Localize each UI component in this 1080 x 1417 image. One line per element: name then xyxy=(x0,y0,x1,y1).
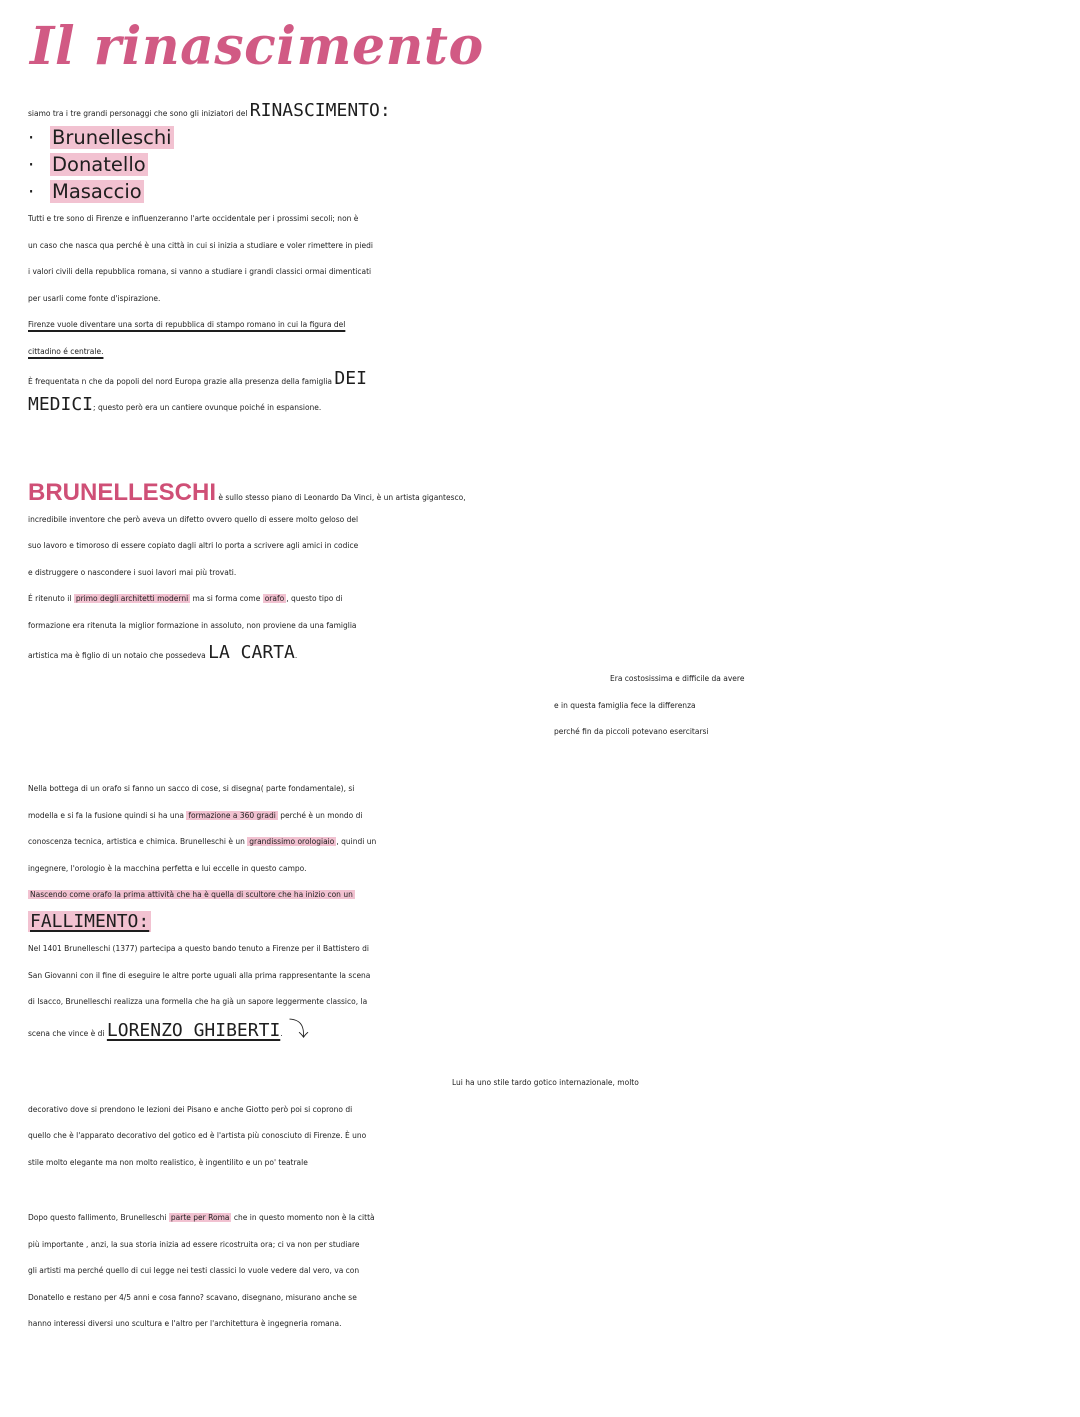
side-note-line: e in questa famiglia fece la differenza xyxy=(554,700,696,710)
family-term: MEDICI xyxy=(28,394,94,416)
text-line: Nel 1401 Brunelleschi (1377) partecipa a questo bando tenuto a Firenze per il Battistero di xyxy=(28,944,369,953)
bullet-icon: · xyxy=(28,152,35,176)
text-line: suo lavoro e timoroso di essere copiato dagli altri lo porta a scrivere agli amici in codice xyxy=(28,541,359,551)
text-line: e distruggere o nascondere i suoi lavori mai più trovati. xyxy=(28,567,237,577)
text-line: Lui ha uno stile tardo gotico internazionale, molto xyxy=(452,1078,639,1087)
text-segment: . xyxy=(294,650,298,660)
text-line: di Isacco, Brunelleschi realizza una formella che ha già un sapore leggermente classico, la xyxy=(28,997,368,1007)
family-term: DEI xyxy=(334,367,367,389)
text-segment: è sullo stesso piano di Leonardo Da Vinci, è un artista gigantesco, xyxy=(216,493,466,502)
bando-paragraph xyxy=(28,936,1058,1042)
list-item xyxy=(28,152,1058,179)
artist-name: Donatello xyxy=(52,152,146,176)
ghiberti-paragraph xyxy=(28,1070,1058,1176)
text-line: formazione era ritenuta la miglior formazione in assoluto, non proviene da una famiglia xyxy=(28,620,357,630)
text-line: Donatello e restano per 4/5 anni e cosa fanno? scavano, disegnano, misurano anche se xyxy=(28,1292,357,1302)
highlight: orafo xyxy=(264,594,285,604)
text-line: un caso che nasca qua perché è una città in cui si inizia a studiare e voler rimettere in piedi xyxy=(28,240,373,250)
side-note-line: perché fin da piccoli potevano esercitarsi xyxy=(554,727,709,737)
highlight: formazione a 360 gradi xyxy=(188,810,276,820)
highlight: primo degli architetti moderni xyxy=(75,594,189,604)
side-note-line: Era costosissima e difficile da avere xyxy=(610,674,745,684)
list-item xyxy=(28,179,1058,206)
page-title: Il rinascimento xyxy=(30,16,484,77)
text-line: incredibile inventore che però aveva un difetto ovvero quello di essere molto geloso del xyxy=(28,514,359,524)
text-segment: artistica ma è figlio di un notaio che possedeva xyxy=(28,650,209,660)
text-segment: È frequentata n che da popoli del nord Europa grazie alla presenza della famiglia xyxy=(28,376,335,386)
text-line: quello che è l'apparato decorativo del gotico ed è l'artista più conosciuto di Firenze. È uno xyxy=(28,1131,367,1141)
artist-name: LORENZO GHIBERTI xyxy=(106,1019,281,1041)
text-segment: , questo tipo di xyxy=(286,594,343,604)
text-line: San Giovanni con il fine di eseguire le altre porte uguali alla prima rappresentante la scena xyxy=(28,970,371,980)
text-segment: ma si forma come xyxy=(190,594,263,604)
text-line: i valori civili della repubblica romana, si vanno a studiare i grandi classici ormai dimenticati xyxy=(28,267,372,277)
artist-name: Brunelleschi xyxy=(52,125,172,149)
artist-name: Masaccio xyxy=(52,179,142,203)
bullet-icon: · xyxy=(28,179,35,203)
text-segment: modella e si fa la fusione quindi si ha una xyxy=(28,810,187,820)
text-line: Tutti e tre sono di Firenze e influenzeranno l'arte occidentale per i prossimi secoli; non è xyxy=(28,214,359,223)
intro-text: siamo tra i tre grandi personaggi che sono gli iniziatori del xyxy=(28,109,250,118)
text-segment: che in questo momento non è la città xyxy=(231,1213,375,1222)
text-segment: perché è un mondo di xyxy=(277,810,363,820)
text-line: gli artisti ma perché quello di cui legge nei testi classici lo vuole vedere dal vero, va con xyxy=(28,1266,360,1276)
underlined-text: Firenze vuole diventare una sorta di repubblica di stampo romano in cui la figura del xyxy=(28,320,346,330)
text-line: hanno interessi diversi uno scultura e l'altro per l'architettura è ingegneria romana. xyxy=(28,1319,342,1329)
text-line: più importante , anzi, la sua storia inizia ad essere ricostruita ora; ci va non per studiare xyxy=(28,1239,360,1249)
bullet-icon: · xyxy=(28,125,35,149)
text-segment: conoscenza tecnica, artistica e chimica. Brunelleschi è un xyxy=(28,837,248,847)
list-item xyxy=(28,125,1058,152)
roma-paragraph xyxy=(28,1205,1058,1338)
highlight: FALLIMENTO: xyxy=(30,910,150,932)
text-segment: scena che vince è di xyxy=(28,1028,107,1038)
highlight: parte per Roma xyxy=(170,1213,230,1222)
text-line: ingegnere, l'orologio è la macchina perfetta e lui eccelle in questo campo. xyxy=(28,863,307,873)
arrow-down-icon: ⤵ xyxy=(288,1016,309,1041)
intro-term: RINASCIMENTO: xyxy=(249,100,391,121)
text-segment: . xyxy=(280,1028,283,1038)
text-segment: É ritenuto il xyxy=(28,594,74,604)
term: LA CARTA xyxy=(208,641,295,663)
highlight: grandissimo orologiaio xyxy=(249,837,335,847)
text-segment: Dopo questo fallimento, Brunelleschi xyxy=(28,1213,169,1222)
highlight: Nascendo come orafo la prima attività che ha è quella di scultore che ha inizio con un xyxy=(30,890,353,900)
brunelleschi-paragraph xyxy=(28,480,1058,746)
intro-paragraph xyxy=(28,98,1058,206)
text-segment: , quindi un xyxy=(336,837,377,847)
text-line: decorativo dove si prendono le lezioni dei Pisano e anche Giotto però poi si coprono di xyxy=(28,1104,353,1114)
text-line: per usarli come fonte d'ispirazione. xyxy=(28,293,161,303)
underlined-text: cittadino é centrale. xyxy=(28,346,104,356)
text-line: stile molto elegante ma non molto realistico, è ingentilito e un po' teatrale xyxy=(28,1157,308,1167)
text-line: Nella bottega di un orafo si fanno un sacco di cose, si disegna( parte fondamentale), si xyxy=(28,784,355,793)
florence-paragraph xyxy=(28,206,1058,419)
artists-list xyxy=(28,125,1058,206)
section-heading: BRUNELLESCHI xyxy=(28,479,217,506)
text-segment: ; questo però era un cantiere ovunque poiché in espansione. xyxy=(93,403,322,413)
bottega-paragraph xyxy=(28,776,1058,936)
